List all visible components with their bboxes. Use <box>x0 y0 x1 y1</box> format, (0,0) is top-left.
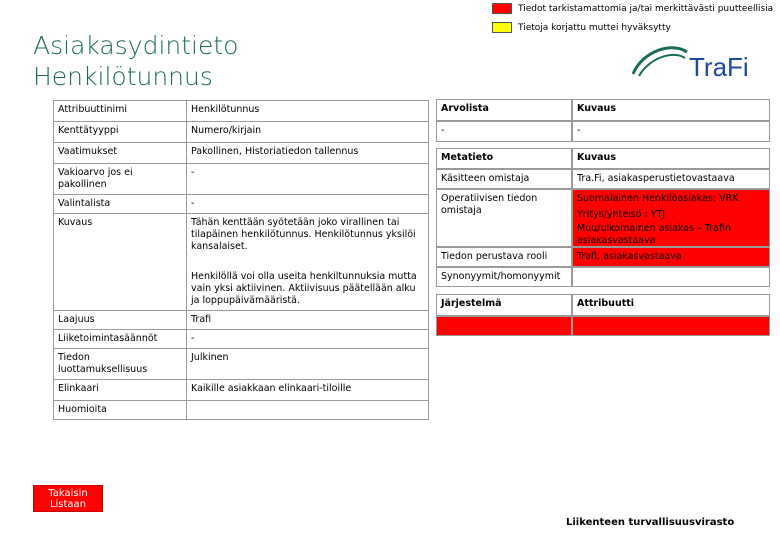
row-label: Valintalista <box>54 195 187 214</box>
row-value: Pakollinen, Historiatiedon tallennus <box>187 143 429 164</box>
table-row <box>54 380 429 401</box>
row-value: - <box>187 164 429 195</box>
jarjestelma-value <box>436 316 572 336</box>
row-value: Trafi <box>187 311 429 330</box>
row-label: Vakioarvo jos ei pakollinen <box>54 164 187 195</box>
page-title-line1: Asiakasydintieto <box>33 31 239 60</box>
row-value: Henkilötunnus <box>187 101 429 122</box>
footer-agency-name: Liikenteen turvallisuusvirasto <box>566 517 735 528</box>
owner-line-3: Muu/ulkomainen asiakas – Trafin asiakasvastaava <box>577 223 731 246</box>
meta-row-label: Tiedon perustava rooli <box>436 247 572 267</box>
meta-row-label: Käsitteen omistaja <box>436 169 572 189</box>
legend-red-text: Tiedot tarkistamattomia ja/tai merkittävästi puutteellisia <box>518 3 774 14</box>
attribute-table <box>53 100 429 420</box>
table-row <box>54 401 429 420</box>
legend-yellow-swatch <box>492 22 512 33</box>
row-value: - <box>187 195 429 214</box>
owner-line-1: Suomalainen Henkilöasiakas: VRK <box>577 193 739 204</box>
row-value: Numero/kirjain <box>187 122 429 143</box>
row-label: Huomioita <box>54 401 187 420</box>
legend-yellow <box>492 22 671 33</box>
back-to-list-button[interactable]: Takaisin Listaan <box>33 485 103 512</box>
legend-red-swatch <box>492 3 512 14</box>
logo-text: TraFi <box>689 52 749 82</box>
meta-row-label: Operatiivisen tiedon omistaja <box>436 189 572 247</box>
trafi-logo <box>615 36 755 86</box>
jarjestelma-header: Järjestelmä <box>436 294 572 316</box>
table-row <box>54 330 429 349</box>
meta-row-value <box>572 267 770 287</box>
metatieto-kuvaus-header: Kuvaus <box>572 148 770 169</box>
table-row <box>54 143 429 164</box>
row-label: Kuvaus <box>54 214 187 311</box>
table-row <box>54 164 429 195</box>
metatieto-header: Metatieto <box>436 148 572 169</box>
row-label: Attribuuttinimi <box>54 101 187 122</box>
row-value: - <box>187 330 429 349</box>
legend-yellow-text: Tietoja korjattu muttei hyväksytty <box>518 22 671 33</box>
row-value <box>187 214 429 311</box>
page-title <box>33 30 238 92</box>
page-title-line2: Henkilötunnus <box>33 62 213 91</box>
attribuutti-header: Attribuutti <box>572 294 770 316</box>
arvolista-header: Arvolista <box>436 99 572 121</box>
row-label: Kenttätyyppi <box>54 122 187 143</box>
attribuutti-value <box>572 316 770 336</box>
table-row <box>54 214 429 311</box>
row-label: Liiketoimintasäännöt <box>54 330 187 349</box>
owner-line-2: Yritys/yhteisö : YTJ <box>577 209 666 220</box>
description-text-2: Henkilöllä voi olla useita henkiltunnuksia mutta vain yksi aktiivinen. Aktiivisuus päätellään alku ja loppupäivämääristä. <box>191 271 417 306</box>
meta-row-value: Tra.Fi, asiakasperustietovastaava <box>572 169 770 189</box>
arvolista-value: - <box>436 121 572 142</box>
table-row <box>54 311 429 330</box>
meta-row-label: Synonyymit/homonyymit <box>436 267 572 287</box>
arvolista-kuvaus-value: - <box>572 121 770 142</box>
row-label: Tiedon luottamuksellisuus <box>54 349 187 380</box>
row-value: Kaikille asiakkaan elinkaari-tiloille <box>187 380 429 401</box>
table-row <box>54 122 429 143</box>
row-label: Vaatimukset <box>54 143 187 164</box>
row-label: Laajuus <box>54 311 187 330</box>
table-row <box>54 101 429 122</box>
row-value: Julkinen <box>187 349 429 380</box>
legend-red <box>492 3 773 14</box>
meta-row-value <box>572 189 770 247</box>
arvolista-kuvaus-header: Kuvaus <box>572 99 770 121</box>
table-row <box>54 349 429 380</box>
row-label: Elinkaari <box>54 380 187 401</box>
row-value <box>187 401 429 420</box>
table-row <box>54 195 429 214</box>
meta-row-value: Trafi, asiakasvastaava <box>572 247 770 267</box>
description-text: Tähän kenttään syötetään joko virallinen tai tilapäinen henkilötunnus. Henkilötunnus yksilöi kansalaiset. <box>191 217 416 252</box>
